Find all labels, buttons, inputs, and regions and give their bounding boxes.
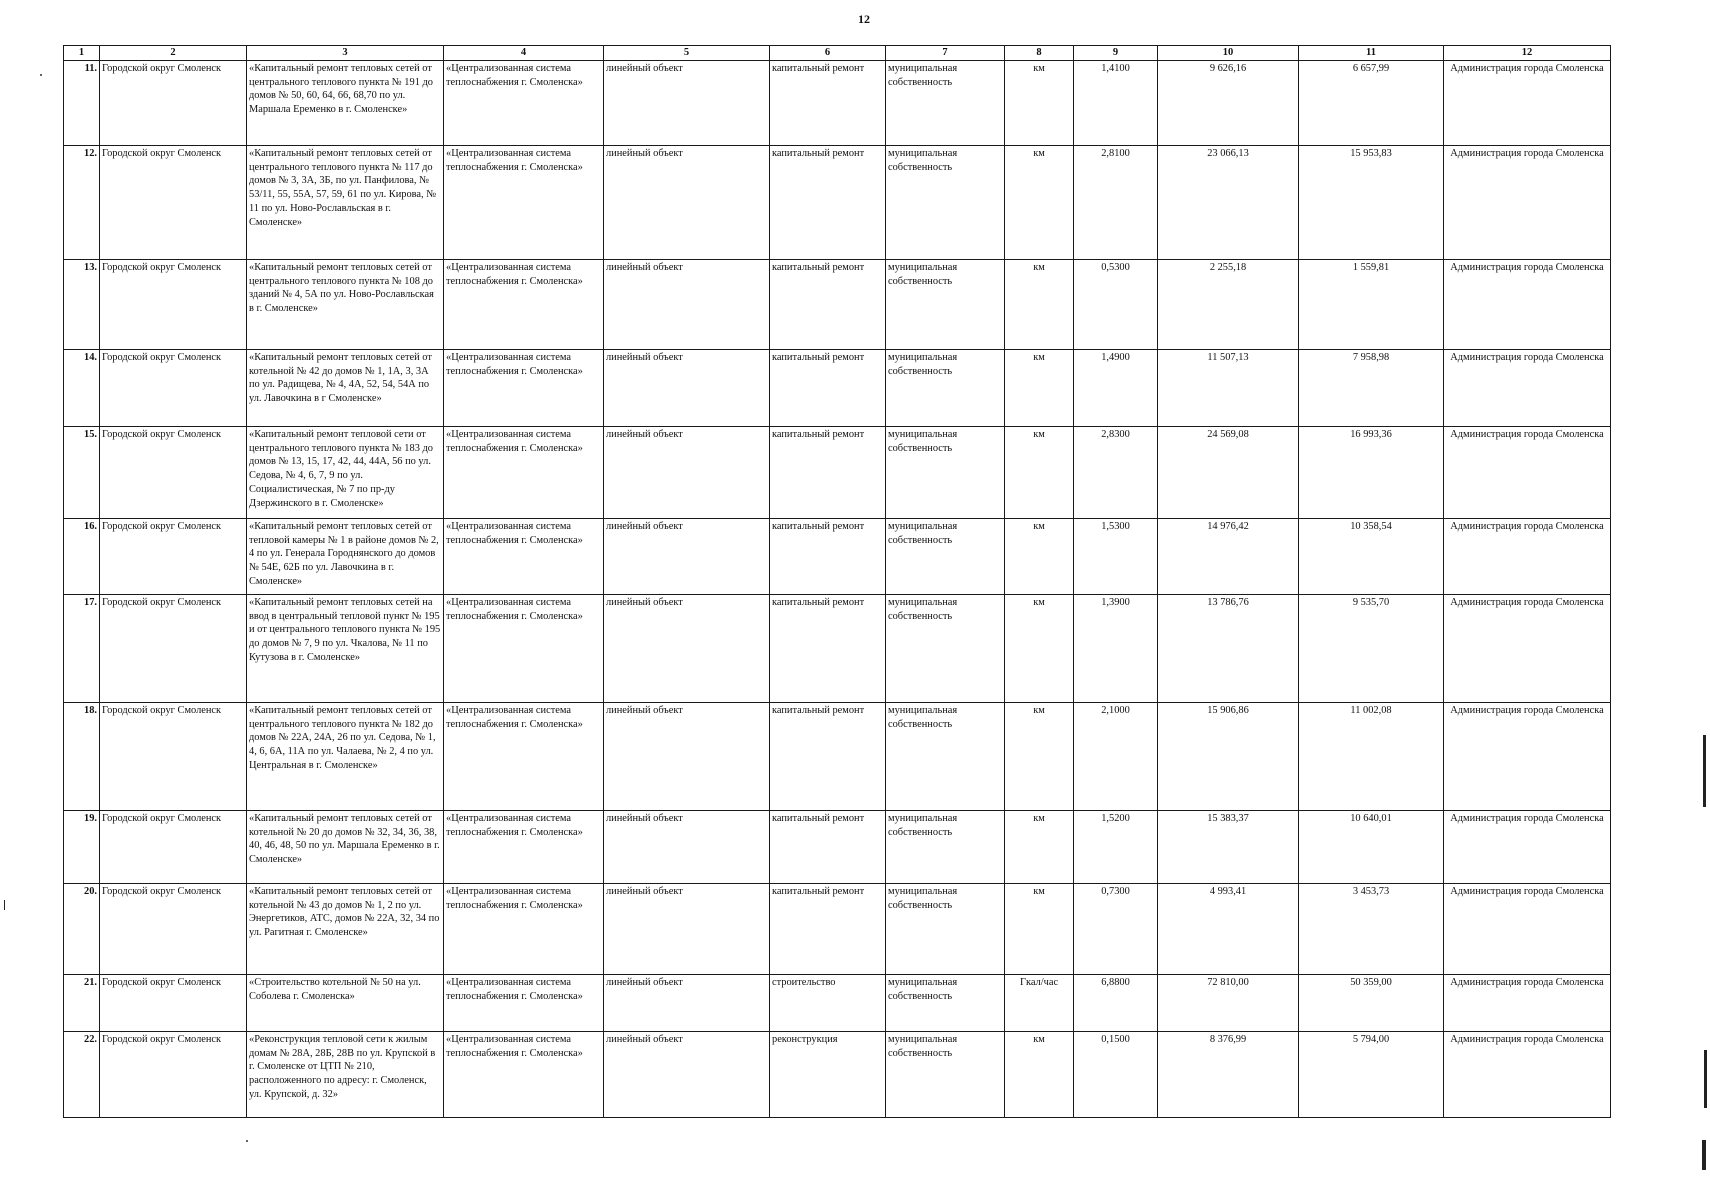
project-name-cell: «Реконструкция тепловой сети к жилым домам № 28А, 28Б, 28В по ул. Крупской в г. Смоленске от ЦТП № 210, расположенного по адресу: г. Смоленск, ул. Крупской, д. 32» (247, 1032, 444, 1118)
ownership-cell: муниципальная собственность (886, 975, 1005, 1032)
scan-edge-mark (1702, 1140, 1706, 1170)
row-number: 11. (64, 61, 100, 146)
agency-cell: Администрация города Смоленска (1444, 975, 1611, 1032)
work-type-cell: капитальный ремонт (770, 427, 886, 519)
unit-cell: Гкал/час (1005, 975, 1074, 1032)
object-type-cell: линейный объект (604, 427, 770, 519)
work-type-cell: капитальный ремонт (770, 350, 886, 427)
object-type-cell: линейный объект (604, 703, 770, 811)
work-type-cell: капитальный ремонт (770, 260, 886, 350)
work-type-cell: строительство (770, 975, 886, 1032)
capacity-cell: 1,5200 (1074, 811, 1158, 884)
column-header: 12 (1444, 46, 1611, 61)
table-row (64, 519, 1611, 595)
capacity-cell: 0,1500 (1074, 1032, 1158, 1118)
total-cost-cell: 23 066,13 (1158, 146, 1299, 260)
table-row (64, 61, 1611, 146)
municipality-cell: Городской округ Смоленск (100, 975, 247, 1032)
ownership-cell: муниципальная собственность (886, 260, 1005, 350)
municipality-cell: Городской округ Смоленск (100, 350, 247, 427)
project-name-cell: «Капитальный ремонт тепловых сетей от центрального теплового пункта № 108 до зданий № 4, 5А по ул. Ново-Рославльская в г. Смоленске» (247, 260, 444, 350)
municipality-cell: Городской округ Смоленск (100, 811, 247, 884)
ownership-cell: муниципальная собственность (886, 61, 1005, 146)
total-cost-cell: 24 569,08 (1158, 427, 1299, 519)
project-name-cell: «Капитальный ремонт тепловых сетей от котельной № 43 до домов № 1, 2 по ул. Энергетиков, АТС, домов № 22А, 32, 34 по ул. Рагитная г. Смоленске» (247, 884, 444, 975)
table-row (64, 146, 1611, 260)
tariff-cost-cell: 1 559,81 (1299, 260, 1444, 350)
municipality-cell: Городской округ Смоленск (100, 260, 247, 350)
total-cost-cell: 4 993,41 (1158, 884, 1299, 975)
unit-cell: км (1005, 350, 1074, 427)
table-row (64, 884, 1611, 975)
system-cell: «Централизованная система теплоснабжения г. Смоленска» (444, 146, 604, 260)
object-type-cell: линейный объект (604, 260, 770, 350)
tariff-cost-cell: 3 453,73 (1299, 884, 1444, 975)
unit-cell: км (1005, 1032, 1074, 1118)
work-type-cell: капитальный ремонт (770, 61, 886, 146)
row-number: 18. (64, 703, 100, 811)
project-name-cell: «Капитальный ремонт тепловых сетей на ввод в центральный тепловой пункт № 195 и от центрального теплового пункта № 195 до домов № 7, 9 по ул. Чкалова, № 11 по Кутузова в г. Смоленске» (247, 595, 444, 703)
column-header: 7 (886, 46, 1005, 61)
capacity-cell: 0,7300 (1074, 884, 1158, 975)
system-cell: «Централизованная система теплоснабжения г. Смоленска» (444, 260, 604, 350)
work-type-cell: реконструкция (770, 1032, 886, 1118)
ownership-cell: муниципальная собственность (886, 146, 1005, 260)
system-cell: «Централизованная система теплоснабжения г. Смоленска» (444, 519, 604, 595)
tariff-cost-cell: 11 002,08 (1299, 703, 1444, 811)
capacity-cell: 6,8800 (1074, 975, 1158, 1032)
work-type-cell: капитальный ремонт (770, 703, 886, 811)
system-cell: «Централизованная система теплоснабжения г. Смоленска» (444, 811, 604, 884)
system-cell: «Централизованная система теплоснабжения г. Смоленска» (444, 595, 604, 703)
column-header: 11 (1299, 46, 1444, 61)
agency-cell: Администрация города Смоленска (1444, 811, 1611, 884)
tariff-cost-cell: 15 953,83 (1299, 146, 1444, 260)
municipality-cell: Городской округ Смоленск (100, 884, 247, 975)
tariff-cost-cell: 6 657,99 (1299, 61, 1444, 146)
work-type-cell: капитальный ремонт (770, 519, 886, 595)
column-header: 9 (1074, 46, 1158, 61)
total-cost-cell: 72 810,00 (1158, 975, 1299, 1032)
unit-cell: км (1005, 595, 1074, 703)
table-row (64, 595, 1611, 703)
agency-cell: Администрация города Смоленска (1444, 61, 1611, 146)
work-type-cell: капитальный ремонт (770, 595, 886, 703)
page-number: 12 (858, 12, 870, 26)
tariff-cost-cell: 9 535,70 (1299, 595, 1444, 703)
project-name-cell: «Строительство котельной № 50 на ул. Соболева г. Смоленска» (247, 975, 444, 1032)
unit-cell: км (1005, 811, 1074, 884)
tariff-cost-cell: 7 958,98 (1299, 350, 1444, 427)
object-type-cell: линейный объект (604, 975, 770, 1032)
object-type-cell: линейный объект (604, 595, 770, 703)
total-cost-cell: 14 976,42 (1158, 519, 1299, 595)
agency-cell: Администрация города Смоленска (1444, 427, 1611, 519)
row-number: 15. (64, 427, 100, 519)
object-type-cell: линейный объект (604, 350, 770, 427)
agency-cell: Администрация города Смоленска (1444, 595, 1611, 703)
ownership-cell: муниципальная собственность (886, 811, 1005, 884)
unit-cell: км (1005, 703, 1074, 811)
tariff-cost-cell: 10 640,01 (1299, 811, 1444, 884)
work-type-cell: капитальный ремонт (770, 146, 886, 260)
total-cost-cell: 11 507,13 (1158, 350, 1299, 427)
project-name-cell: «Капитальный ремонт тепловых сетей от центрального теплового пункта № 182 до домов № 22А, 24А, 26 по ул. Седова, № 1, 4, 6, 6А, 11А по ул. Чалаева, № 2, 4 по ул. Центральная в г. Смоленске» (247, 703, 444, 811)
row-number: 22. (64, 1032, 100, 1118)
system-cell: «Централизованная система теплоснабжения г. Смоленска» (444, 975, 604, 1032)
row-number: 19. (64, 811, 100, 884)
work-type-cell: капитальный ремонт (770, 811, 886, 884)
column-header: 5 (604, 46, 770, 61)
project-name-cell: «Капитальный ремонт тепловых сетей от котельной № 42 до домов № 1, 1А, 3, 3А по ул. Радищева, № 4, 4А, 52, 54, 54А по ул. Лавочкина в г Смоленске» (247, 350, 444, 427)
scan-dot (246, 1140, 248, 1142)
system-cell: «Централизованная система теплоснабжения г. Смоленска» (444, 1032, 604, 1118)
scan-edge-mark (1704, 1050, 1707, 1108)
project-name-cell: «Капитальный ремонт тепловой сети от центрального теплового пункта № 183 до домов № 13, 15, 17, 42, 44, 44А, 56 по ул. Седова, № 4, 6, 7, 9 по ул. Социалистическая, № 7 по пр-ду Дзержинского в г. Смоленске» (247, 427, 444, 519)
table-row (64, 811, 1611, 884)
table-row (64, 703, 1611, 811)
row-number: 16. (64, 519, 100, 595)
total-cost-cell: 2 255,18 (1158, 260, 1299, 350)
column-number-row (64, 46, 1611, 61)
unit-cell: км (1005, 884, 1074, 975)
capacity-cell: 1,4100 (1074, 61, 1158, 146)
municipality-cell: Городской округ Смоленск (100, 61, 247, 146)
project-name-cell: «Капитальный ремонт тепловых сетей от центрального теплового пункта № 191 до домов № 50, 60, 64, 66, 68,70 по ул. Маршала Еременко в г. Смоленске» (247, 61, 444, 146)
object-type-cell: линейный объект (604, 1032, 770, 1118)
total-cost-cell: 9 626,16 (1158, 61, 1299, 146)
scan-edge-mark (4, 900, 5, 910)
capacity-cell: 2,1000 (1074, 703, 1158, 811)
scan-dot (40, 74, 42, 76)
row-number: 20. (64, 884, 100, 975)
ownership-cell: муниципальная собственность (886, 519, 1005, 595)
system-cell: «Централизованная система теплоснабжения г. Смоленска» (444, 427, 604, 519)
table-row (64, 350, 1611, 427)
agency-cell: Администрация города Смоленска (1444, 146, 1611, 260)
ownership-cell: муниципальная собственность (886, 350, 1005, 427)
system-cell: «Централизованная система теплоснабжения г. Смоленска» (444, 61, 604, 146)
unit-cell: км (1005, 146, 1074, 260)
unit-cell: км (1005, 260, 1074, 350)
municipality-cell: Городской округ Смоленск (100, 595, 247, 703)
column-header: 8 (1005, 46, 1074, 61)
ownership-cell: муниципальная собственность (886, 427, 1005, 519)
tariff-cost-cell: 10 358,54 (1299, 519, 1444, 595)
ownership-cell: муниципальная собственность (886, 884, 1005, 975)
row-number: 21. (64, 975, 100, 1032)
unit-cell: км (1005, 427, 1074, 519)
column-header: 2 (100, 46, 247, 61)
project-name-cell: «Капитальный ремонт тепловых сетей от котельной № 20 до домов № 32, 34, 36, 38, 40, 46, 48, 50 по ул. Маршала Еременко в г. Смоленске» (247, 811, 444, 884)
capacity-cell: 1,5300 (1074, 519, 1158, 595)
register-sheet (63, 45, 1610, 1118)
row-number: 14. (64, 350, 100, 427)
total-cost-cell: 13 786,76 (1158, 595, 1299, 703)
table-row (64, 1032, 1611, 1118)
system-cell: «Централизованная система теплоснабжения г. Смоленска» (444, 884, 604, 975)
total-cost-cell: 8 376,99 (1158, 1032, 1299, 1118)
system-cell: «Централизованная система теплоснабжения г. Смоленска» (444, 350, 604, 427)
capacity-cell: 1,3900 (1074, 595, 1158, 703)
object-type-cell: линейный объект (604, 146, 770, 260)
agency-cell: Администрация города Смоленска (1444, 1032, 1611, 1118)
agency-cell: Администрация города Смоленска (1444, 884, 1611, 975)
tariff-cost-cell: 5 794,00 (1299, 1032, 1444, 1118)
unit-cell: км (1005, 61, 1074, 146)
total-cost-cell: 15 906,86 (1158, 703, 1299, 811)
municipality-cell: Городской округ Смоленск (100, 519, 247, 595)
municipality-cell: Городской округ Смоленск (100, 703, 247, 811)
system-cell: «Централизованная система теплоснабжения г. Смоленска» (444, 703, 604, 811)
capacity-cell: 0,5300 (1074, 260, 1158, 350)
total-cost-cell: 15 383,37 (1158, 811, 1299, 884)
unit-cell: км (1005, 519, 1074, 595)
municipality-cell: Городской округ Смоленск (100, 146, 247, 260)
column-header: 3 (247, 46, 444, 61)
column-header: 10 (1158, 46, 1299, 61)
column-header: 6 (770, 46, 886, 61)
ownership-cell: муниципальная собственность (886, 595, 1005, 703)
row-number: 13. (64, 260, 100, 350)
municipality-cell: Городской округ Смоленск (100, 427, 247, 519)
agency-cell: Администрация города Смоленска (1444, 350, 1611, 427)
tariff-cost-cell: 50 359,00 (1299, 975, 1444, 1032)
object-type-cell: линейный объект (604, 519, 770, 595)
row-number: 17. (64, 595, 100, 703)
work-type-cell: капитальный ремонт (770, 884, 886, 975)
project-name-cell: «Капитальный ремонт тепловых сетей от тепловой камеры № 1 в районе домов № 2, 4 по ул. Генерала Городнянского до домов № 54Е, 62Б по ул. Лавочкина в г. Смоленске» (247, 519, 444, 595)
agency-cell: Администрация города Смоленска (1444, 703, 1611, 811)
table-row (64, 260, 1611, 350)
object-type-cell: линейный объект (604, 884, 770, 975)
ownership-cell: муниципальная собственность (886, 1032, 1005, 1118)
object-type-cell: линейный объект (604, 61, 770, 146)
scan-edge-mark (1703, 735, 1706, 807)
object-type-cell: линейный объект (604, 811, 770, 884)
capacity-cell: 1,4900 (1074, 350, 1158, 427)
ownership-cell: муниципальная собственность (886, 703, 1005, 811)
column-header: 1 (64, 46, 100, 61)
column-header: 4 (444, 46, 604, 61)
table-row (64, 427, 1611, 519)
municipality-cell: Городской округ Смоленск (100, 1032, 247, 1118)
capacity-cell: 2,8300 (1074, 427, 1158, 519)
table-row (64, 975, 1611, 1032)
heat-supply-register-table (63, 45, 1611, 1118)
project-name-cell: «Капитальный ремонт тепловых сетей от центрального теплового пункта № 117 до домов № 3, 3А, 3Б, по ул. Панфилова, № 53/11, 55, 55А, 57, 59, 61 по ул. Кирова, № 11 по ул. Ново-Рославльская в г. Смоленске» (247, 146, 444, 260)
row-number: 12. (64, 146, 100, 260)
agency-cell: Администрация города Смоленска (1444, 260, 1611, 350)
agency-cell: Администрация города Смоленска (1444, 519, 1611, 595)
tariff-cost-cell: 16 993,36 (1299, 427, 1444, 519)
capacity-cell: 2,8100 (1074, 146, 1158, 260)
